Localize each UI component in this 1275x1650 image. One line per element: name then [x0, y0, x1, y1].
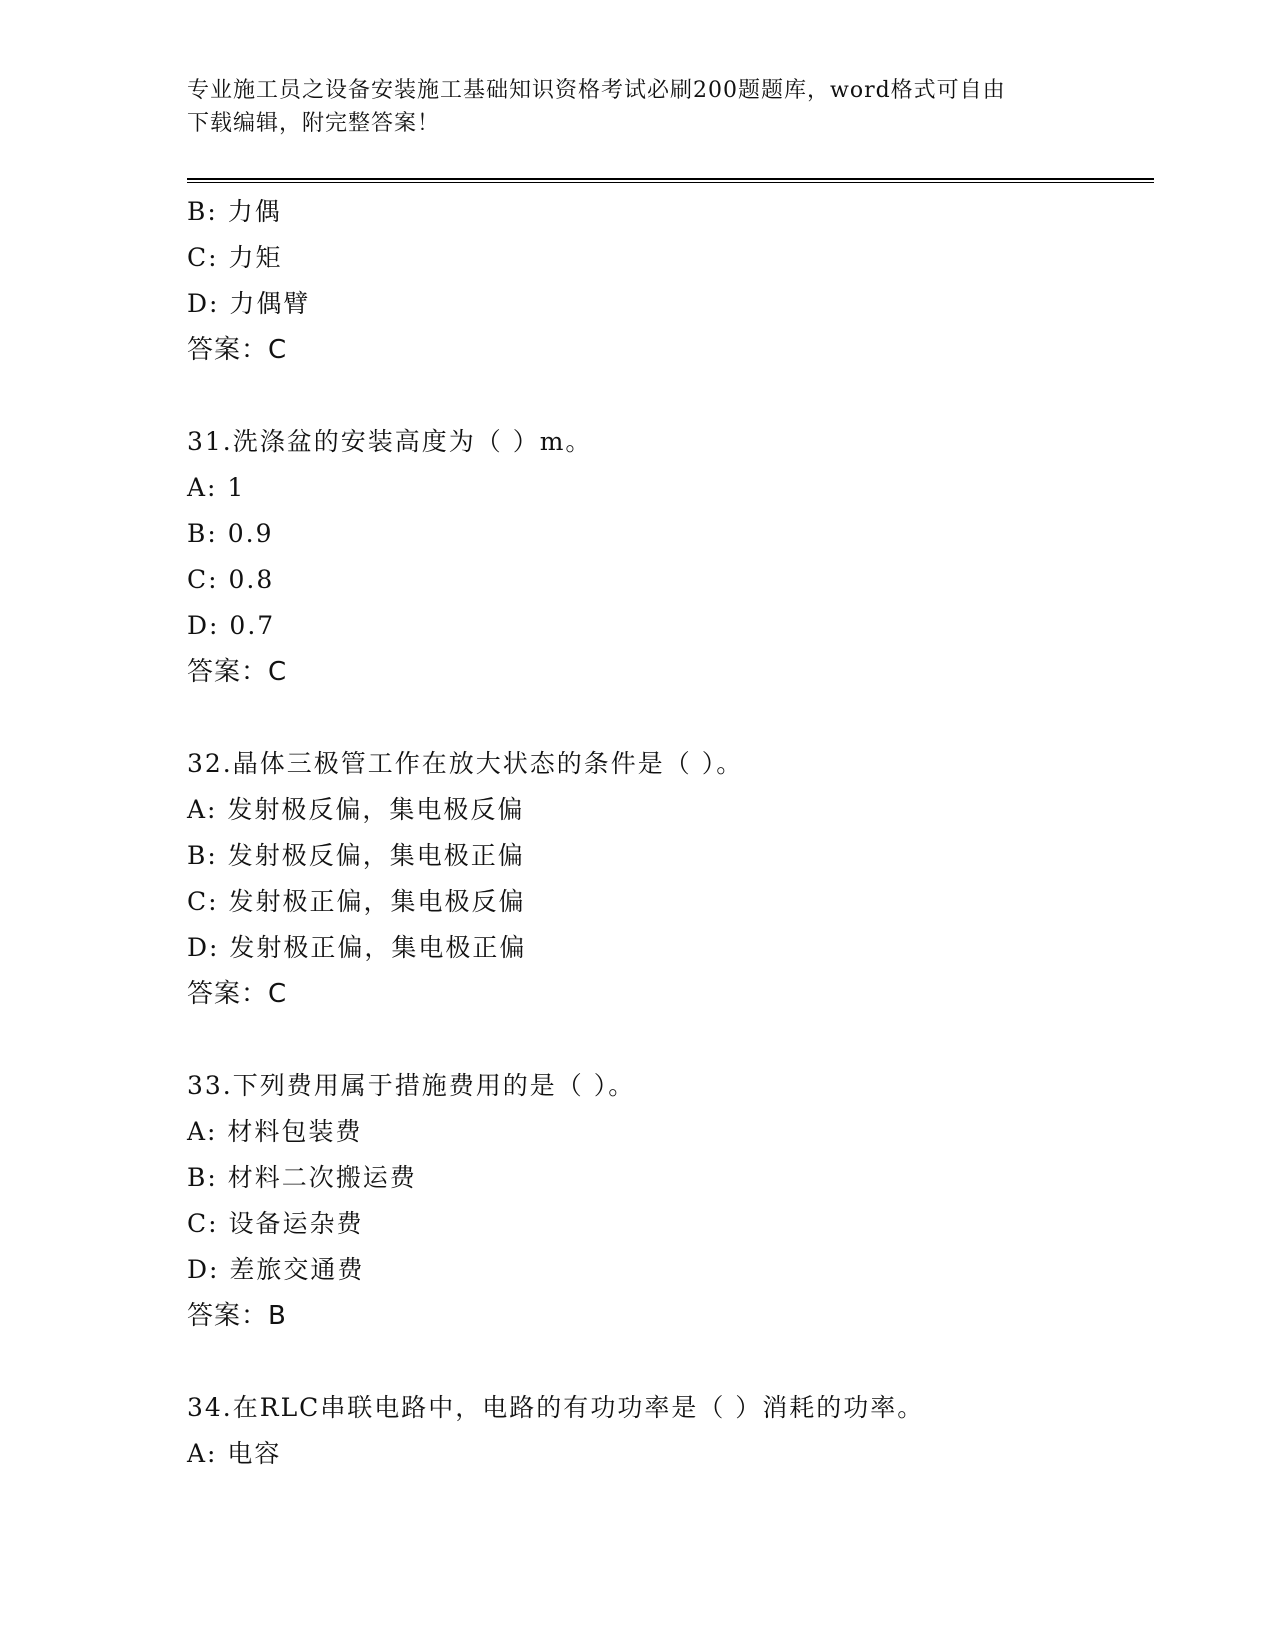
- option-c: C: 力矩: [187, 243, 283, 272]
- question-stem: 33.下列费用属于措施费用的是（ ）。: [187, 1071, 636, 1100]
- spacer: [187, 1017, 1154, 1063]
- question-31: [187, 419, 1154, 695]
- option-d: D: 力偶臂: [187, 289, 311, 318]
- answer: 答案：B: [187, 1301, 287, 1331]
- spacer: [187, 695, 1154, 741]
- spacer: [187, 373, 1154, 419]
- header-line-2: 下载编辑，附完整答案！: [187, 111, 441, 136]
- question-34: [187, 1385, 1154, 1477]
- spacer: [187, 1339, 1154, 1385]
- option-d: D: 发射极正偏，集电极正偏: [187, 933, 527, 962]
- option-c: C: 0.8: [187, 565, 275, 594]
- question-list: [187, 189, 1154, 1477]
- answer: 答案：C: [187, 657, 288, 687]
- question-stem: 32.晶体三极管工作在放大状态的条件是（ ）。: [187, 749, 744, 778]
- header-divider-thick: [187, 178, 1154, 180]
- question-stem: 34.在RLC串联电路中，电路的有功功率是（ ）消耗的功率。: [187, 1393, 925, 1422]
- option-b: B: 0.9: [187, 519, 274, 548]
- question-stem: 31.洗涤盆的安装高度为（ ）m。: [187, 427, 593, 456]
- answer: 答案：C: [187, 335, 288, 365]
- question-33: [187, 1063, 1154, 1339]
- option-a: A: 1: [187, 473, 246, 502]
- answer: 答案：C: [187, 979, 288, 1009]
- option-d: D: 差旅交通费: [187, 1255, 365, 1284]
- header-divider-thin: [187, 182, 1154, 183]
- option-d: D: 0.7: [187, 611, 276, 640]
- document-header: [187, 74, 1087, 140]
- option-a: A: 材料包装费: [187, 1117, 363, 1146]
- option-b: B: 发射极反偏，集电极正偏: [187, 841, 525, 870]
- option-b: B: 材料二次搬运费: [187, 1163, 417, 1192]
- option-c: C: 设备运杂费: [187, 1209, 364, 1238]
- option-a: A: 电容: [187, 1439, 282, 1468]
- option-c: C: 发射极正偏，集电极反偏: [187, 887, 526, 916]
- option-b: B: 力偶: [187, 197, 282, 226]
- header-line-1: 专业施工员之设备安装施工基础知识资格考试必刷200题题库，word格式可自由: [187, 78, 1006, 103]
- question-32: [187, 741, 1154, 1017]
- option-a: A: 发射极反偏，集电极反偏: [187, 795, 525, 824]
- question-30-continued: [187, 189, 1154, 373]
